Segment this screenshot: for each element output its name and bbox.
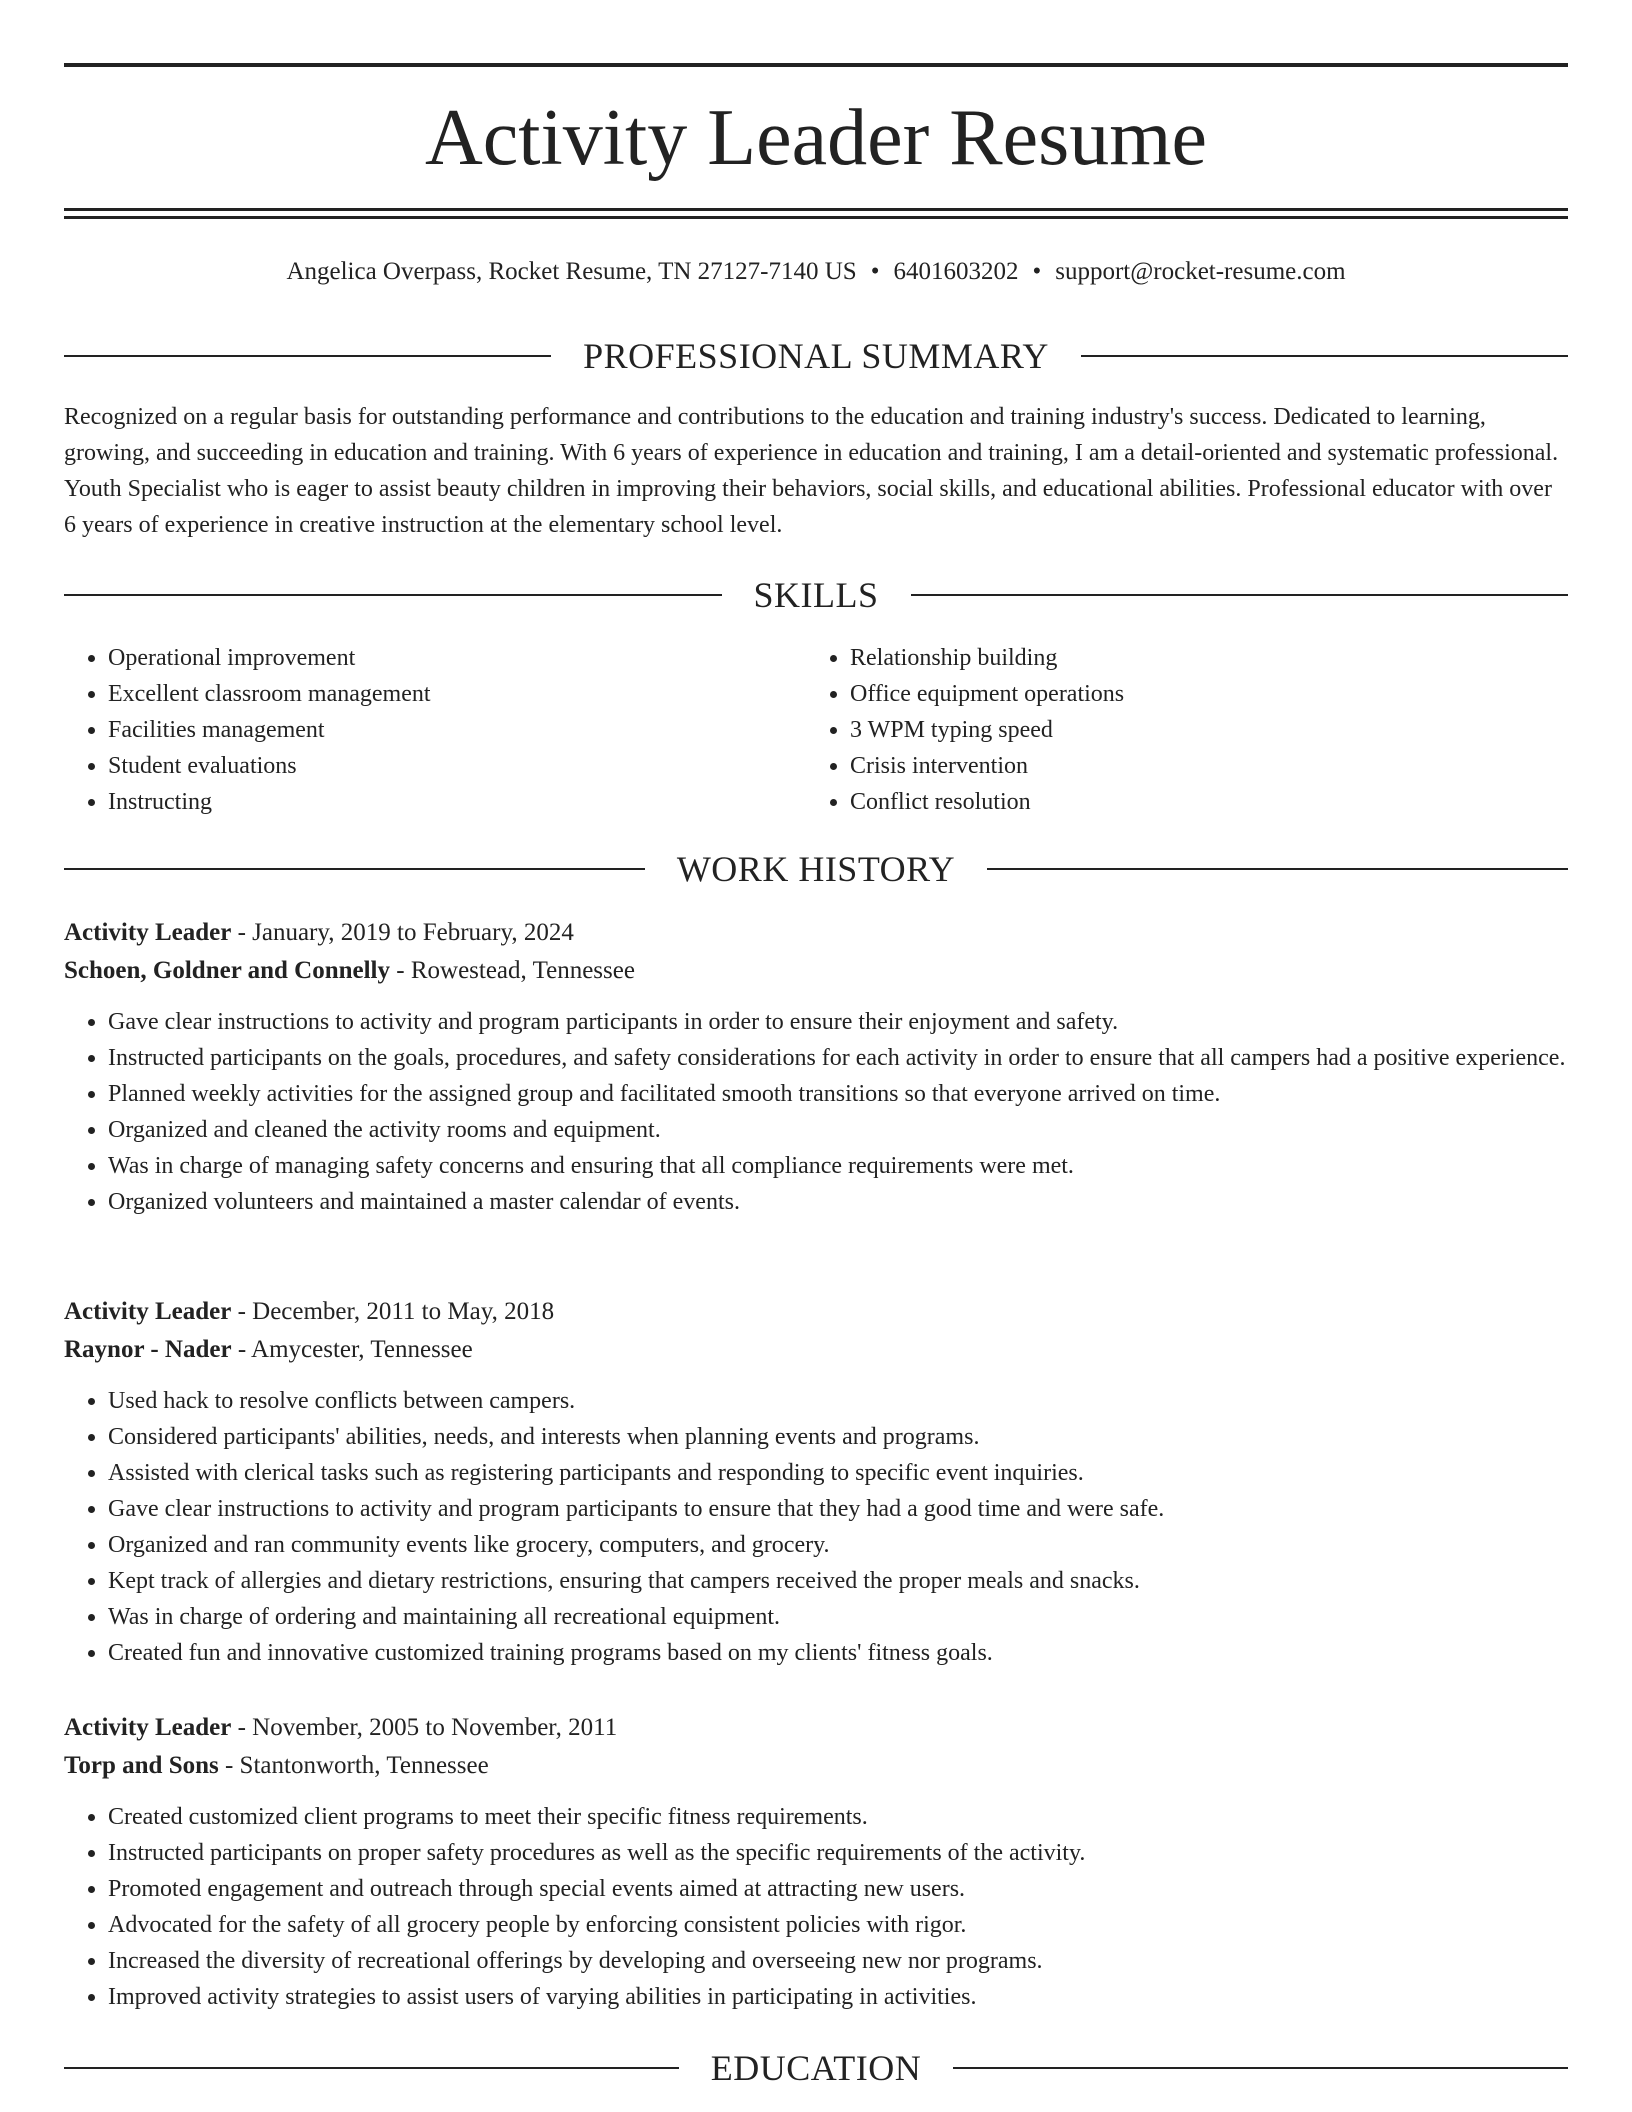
- section-title-education: EDUCATION: [710, 2048, 922, 2088]
- skill-item: • Relationship building: [850, 640, 1548, 676]
- section-rule: [953, 2067, 1568, 2069]
- skill-item: • Office equipment operations: [850, 676, 1548, 712]
- page-title: Activity Leader Resume: [425, 94, 1207, 182]
- contact-phone: 6401603202: [893, 258, 1019, 285]
- job-title: Activity Leader: [64, 1298, 232, 1325]
- job-company: Torp and Sons: [64, 1752, 219, 1779]
- job-bullet: • Advocated for the safety of all grocery people by enforcing consistent policies with rigor.: [108, 1907, 1568, 1943]
- job-bullet: • Created customized client programs to meet their specific fitness requirements.: [108, 1799, 1568, 1835]
- job-dates: - December, 2011 to May, 2018: [231, 1298, 555, 1325]
- job-title: Activity Leader: [64, 919, 232, 946]
- skills-column-left: [64, 640, 806, 820]
- skills-column-right: [806, 640, 1548, 820]
- job-bullet: • Organized volunteers and maintained a master calendar of events.: [108, 1184, 1568, 1220]
- job-company-line: [64, 952, 1568, 990]
- skill-item: • Conflict resolution: [850, 784, 1548, 820]
- job-bullet: • Gave clear instructions to activity and program participants in order to ensure their enjoyment and safety.: [108, 1004, 1568, 1040]
- job-dates: - November, 2005 to November, 2011: [231, 1714, 618, 1741]
- job-entry: [64, 1709, 1568, 2015]
- skill-item: • Crisis intervention: [850, 748, 1548, 784]
- job-bullet: • Improved activity strategies to assist users of varying abilities in participating in activities.: [108, 1979, 1568, 2015]
- section-title-summary: PROFESSIONAL SUMMARY: [583, 336, 1049, 376]
- title-rule-upper: [64, 208, 1568, 211]
- section-rule: [64, 868, 645, 870]
- job-company: Raynor - Nader: [64, 1336, 232, 1363]
- skill-item: • Operational improvement: [108, 640, 806, 676]
- job-company: Schoen, Goldner and Connelly: [64, 957, 391, 984]
- job-bullet: • Assisted with clerical tasks such as registering participants and responding to specific event inquiries.: [108, 1455, 1568, 1491]
- skill-item: • 3 WPM typing speed: [850, 712, 1548, 748]
- job-entry: [64, 1293, 1568, 1671]
- contact-email: support@rocket-resume.com: [1055, 258, 1346, 285]
- job-bullet: • Created fun and innovative customized training programs based on my clients' fitness goals.: [108, 1635, 1568, 1671]
- section-rule: [64, 594, 722, 596]
- job-entry: [64, 914, 1568, 1220]
- section-rule: [1081, 355, 1568, 357]
- skill-item: • Excellent classroom management: [108, 676, 806, 712]
- job-location: - Rowestead, Tennessee: [390, 957, 635, 984]
- job-bullets: [64, 1799, 1568, 2015]
- job-bullet: • Instructed participants on the goals, procedures, and safety considerations for each activity in order to ensure that all campers had a positive experience.: [108, 1040, 1568, 1076]
- job-bullet: • Was in charge of managing safety concerns and ensuring that all compliance requirements were met.: [108, 1148, 1568, 1184]
- job-bullet: • Kept track of allergies and dietary restrictions, ensuring that campers received the proper meals and snacks.: [108, 1563, 1568, 1599]
- job-bullets: [64, 1383, 1568, 1671]
- section-rule: [64, 355, 551, 357]
- job-bullet: • Organized and cleaned the activity rooms and equipment.: [108, 1112, 1568, 1148]
- job-bullet: • Planned weekly activities for the assigned group and facilitated smooth transitions so that everyone arrived on time.: [108, 1076, 1568, 1112]
- section-header-education: [64, 2046, 1568, 2090]
- job-bullets: [64, 1004, 1568, 1220]
- job-bullet: • Increased the diversity of recreational offerings by developing and overseeing new nor programs.: [108, 1943, 1568, 1979]
- contact-separator: •: [870, 258, 880, 285]
- section-rule: [64, 2067, 679, 2069]
- skills-list: [64, 640, 1568, 820]
- job-company-line: [64, 1747, 1568, 1785]
- section-title-skills: SKILLS: [753, 575, 879, 615]
- job-title: Activity Leader: [64, 1714, 232, 1741]
- job-bullet: • Gave clear instructions to activity and program participants to ensure that they had a good time and were safe.: [108, 1491, 1568, 1527]
- contact-address: Angelica Overpass, Rocket Resume, TN 27127-7140 US: [286, 258, 857, 285]
- section-title-work: WORK HISTORY: [676, 849, 956, 889]
- title-rule-lower: [64, 216, 1568, 219]
- job-title-line: [64, 914, 1568, 952]
- top-rule: [64, 63, 1568, 67]
- job-bullet: • Organized and ran community events like grocery, computers, and grocery.: [108, 1527, 1568, 1563]
- job-bullet: • Was in charge of ordering and maintaining all recreational equipment.: [108, 1599, 1568, 1635]
- skill-item: • Instructing: [108, 784, 806, 820]
- job-bullet: • Used hack to resolve conflicts between campers.: [108, 1383, 1568, 1419]
- job-title-line: [64, 1709, 1568, 1747]
- contact-line: [64, 255, 1568, 289]
- contact-separator: •: [1032, 258, 1042, 285]
- job-location: - Stantonworth, Tennessee: [218, 1752, 489, 1779]
- section-rule: [987, 868, 1568, 870]
- section-header-summary: [64, 334, 1568, 378]
- skill-item: • Facilities management: [108, 712, 806, 748]
- section-rule: [911, 594, 1569, 596]
- skill-item: • Student evaluations: [108, 748, 806, 784]
- job-bullet: • Instructed participants on proper safety procedures as well as the specific requirements of the activity.: [108, 1835, 1568, 1871]
- job-bullet: • Considered participants' abilities, needs, and interests when planning events and programs.: [108, 1419, 1568, 1455]
- job-bullet: • Promoted engagement and outreach through special events aimed at attracting new users.: [108, 1871, 1568, 1907]
- job-company-line: [64, 1331, 1568, 1369]
- job-dates: - January, 2019 to February, 2024: [231, 919, 574, 946]
- job-location: - Amycester, Tennessee: [231, 1336, 473, 1363]
- summary-text: Recognized on a regular basis for outstanding performance and contributions to the education and training industry's success. Dedicated to learning, growing, and succeeding in education and training. With 6 years of experience in education and training, I am a detail-oriented and systematic professional. Youth Specialist who is eager to assist beauty children in improving their behaviors, social skills, and educational abilities. Professional educator with over 6 years of experience in creative instruction at the elementary school level.: [64, 404, 1559, 538]
- job-title-line: [64, 1293, 1568, 1331]
- section-header-work: [64, 847, 1568, 891]
- section-header-skills: [64, 573, 1568, 617]
